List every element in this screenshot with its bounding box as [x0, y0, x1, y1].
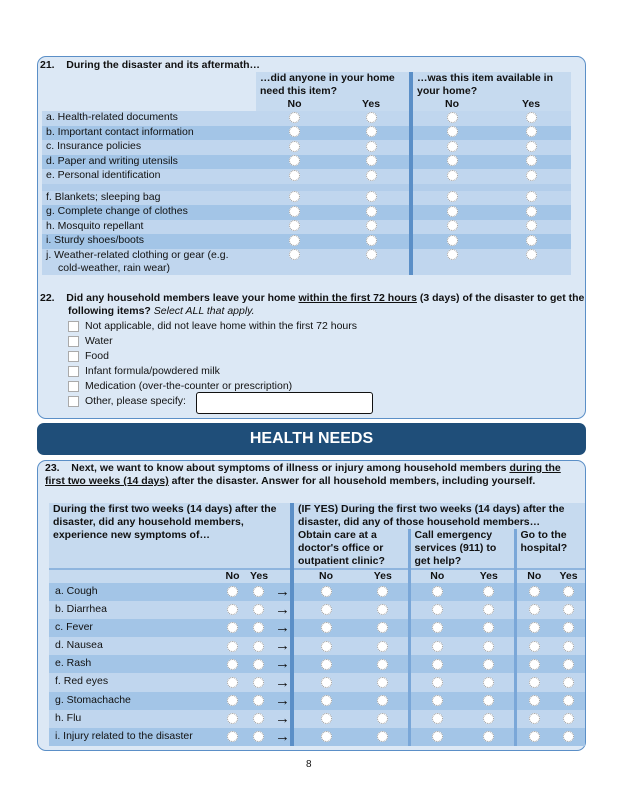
arrow-right-icon: → — [271, 655, 292, 673]
radio-button[interactable] — [253, 586, 264, 597]
radio-button[interactable] — [447, 112, 458, 123]
option-label: Water — [85, 335, 113, 347]
radio-button[interactable] — [227, 731, 238, 742]
item-label: i. Sturdy shoes/boots — [42, 234, 256, 249]
radio-button[interactable] — [227, 677, 238, 688]
radio-button[interactable] — [321, 641, 332, 652]
arrow-right-icon: → — [271, 728, 292, 746]
table-row — [42, 234, 571, 249]
radio-button[interactable] — [321, 604, 332, 615]
checkbox-option[interactable] — [68, 395, 186, 407]
section-banner-health-needs: HEALTH NEEDS — [37, 423, 586, 455]
table-row — [49, 673, 585, 691]
radio-button[interactable] — [366, 249, 377, 260]
checkbox[interactable] — [68, 366, 79, 377]
radio-button[interactable] — [377, 713, 388, 724]
radio-button[interactable] — [447, 141, 458, 152]
col-yes: Yes — [491, 98, 571, 111]
radio-button[interactable] — [253, 604, 264, 615]
table-row — [42, 205, 571, 220]
radio-button[interactable] — [289, 112, 300, 123]
radio-button[interactable] — [483, 641, 494, 652]
q23-table — [49, 503, 585, 746]
col-yes: Yes — [358, 569, 409, 583]
table-row — [49, 601, 585, 619]
option-label: Food — [85, 350, 109, 362]
table-row — [49, 692, 585, 710]
radio-button[interactable] — [483, 604, 494, 615]
q23-sub-doctor: Obtain care at a doctor's office or outpatient clinic? — [294, 529, 409, 569]
radio-button[interactable] — [366, 112, 377, 123]
col-no: No — [411, 98, 491, 111]
q21-table — [42, 72, 571, 275]
checkbox[interactable] — [68, 321, 79, 332]
radio-button[interactable] — [321, 622, 332, 633]
checkbox[interactable] — [68, 351, 79, 362]
radio-button[interactable] — [529, 622, 540, 633]
table-row — [42, 155, 571, 170]
row-separator — [42, 184, 571, 191]
radio-button[interactable] — [253, 695, 264, 706]
col-yes: Yes — [246, 569, 271, 583]
radio-button[interactable] — [432, 677, 443, 688]
radio-button[interactable] — [563, 604, 574, 615]
radio-button[interactable] — [227, 604, 238, 615]
table-row — [49, 637, 585, 655]
option-label: Other, please specify: — [85, 395, 186, 407]
radio-button[interactable] — [432, 604, 443, 615]
table-row — [49, 583, 585, 601]
arrow-right-icon: → — [271, 637, 292, 655]
radio-button[interactable] — [321, 586, 332, 597]
radio-button[interactable] — [366, 235, 377, 246]
radio-button[interactable] — [432, 641, 443, 652]
arrow-right-icon: → — [271, 673, 292, 691]
col-yes: Yes — [464, 569, 515, 583]
col-no: No — [515, 569, 552, 583]
radio-button[interactable] — [377, 695, 388, 706]
col-no: No — [294, 569, 358, 583]
radio-button[interactable] — [289, 249, 300, 260]
option-label: Not applicable, did not leave home within the first 72 hours — [85, 320, 357, 332]
q22-title: 22. Did any household members leave your home within the first 72 hours (3 days) of the disaster to get the following items? Select ALL that apply. — [40, 292, 585, 317]
table-row — [42, 111, 571, 126]
symptom-label: h. Flu — [49, 710, 219, 728]
radio-button[interactable] — [432, 713, 443, 724]
item-label: f. Blankets; sleeping bag — [42, 191, 256, 206]
item-label: g. Complete change of clothes — [42, 205, 256, 220]
radio-button[interactable] — [526, 206, 537, 217]
radio-button[interactable] — [377, 731, 388, 742]
radio-button[interactable] — [526, 126, 537, 137]
radio-button[interactable] — [289, 235, 300, 246]
radio-button[interactable] — [483, 677, 494, 688]
table-row — [49, 710, 585, 728]
q21-col-available: …was this item available in your home? — [411, 72, 571, 98]
radio-button[interactable] — [289, 126, 300, 137]
item-label: h. Mosquito repellant — [42, 220, 256, 235]
radio-button[interactable] — [563, 641, 574, 652]
checkbox-option[interactable] — [68, 380, 292, 392]
col-yes: Yes — [552, 569, 585, 583]
arrow-right-icon: → — [271, 601, 292, 619]
radio-button[interactable] — [321, 713, 332, 724]
symptom-label: e. Rash — [49, 655, 219, 673]
radio-button[interactable] — [377, 659, 388, 670]
radio-button[interactable] — [529, 586, 540, 597]
checkbox[interactable] — [68, 381, 79, 392]
q23-title: 23. Next, we want to know about symptoms of illness or injury among household members during the first two weeks (14 days) after the disaster. Answer for all household members, including yourself. — [45, 462, 561, 487]
radio-button[interactable] — [529, 659, 540, 670]
radio-button[interactable] — [377, 586, 388, 597]
page-number: 8 — [306, 759, 312, 770]
radio-button[interactable] — [253, 677, 264, 688]
table-row — [42, 140, 571, 155]
radio-button[interactable] — [563, 731, 574, 742]
radio-button[interactable] — [321, 695, 332, 706]
radio-button[interactable] — [526, 249, 537, 260]
symptom-label: b. Diarrhea — [49, 601, 219, 619]
radio-button[interactable] — [432, 622, 443, 633]
symptom-label: c. Fever — [49, 619, 219, 637]
radio-button[interactable] — [227, 622, 238, 633]
radio-button[interactable] — [366, 206, 377, 217]
radio-button[interactable] — [227, 641, 238, 652]
radio-button[interactable] — [366, 191, 377, 202]
symptom-label: i. Injury related to the disaster — [49, 728, 219, 746]
radio-button[interactable] — [483, 713, 494, 724]
option-label: Medication (over-the-counter or prescription) — [85, 380, 293, 392]
radio-button[interactable] — [526, 170, 537, 181]
arrow-right-icon: → — [271, 583, 292, 601]
radio-button[interactable] — [447, 235, 458, 246]
radio-button[interactable] — [526, 141, 537, 152]
table-row — [42, 191, 571, 206]
symptom-label: d. Nausea — [49, 637, 219, 655]
radio-button[interactable] — [253, 713, 264, 724]
radio-button[interactable] — [289, 206, 300, 217]
col-no: No — [219, 569, 246, 583]
radio-button[interactable] — [432, 659, 443, 670]
item-label: j. Weather-related clothing or gear (e.g. cold-weather, rain wear) — [42, 249, 256, 275]
radio-button[interactable] — [289, 155, 300, 166]
checkbox-option[interactable] — [68, 365, 220, 377]
radio-button[interactable] — [321, 659, 332, 670]
radio-button[interactable] — [253, 641, 264, 652]
symptom-label: a. Cough — [49, 583, 219, 601]
radio-button[interactable] — [366, 220, 377, 231]
radio-button[interactable] — [227, 586, 238, 597]
q21-col-need: …did anyone in your home need this item? — [256, 72, 411, 98]
item-label: c. Insurance policies — [42, 140, 256, 155]
radio-button[interactable] — [526, 191, 537, 202]
radio-button[interactable] — [377, 604, 388, 615]
radio-button[interactable] — [529, 677, 540, 688]
radio-button[interactable] — [483, 695, 494, 706]
radio-button[interactable] — [447, 170, 458, 181]
table-row — [49, 655, 585, 673]
checkbox[interactable] — [68, 396, 79, 407]
radio-button[interactable] — [529, 713, 540, 724]
radio-button[interactable] — [366, 141, 377, 152]
item-label: b. Important contact information — [42, 126, 256, 141]
radio-button[interactable] — [529, 731, 540, 742]
q23-sub-911: Call emergency services (911) to get help? — [409, 529, 515, 569]
symptom-label: g. Stomachache — [49, 692, 219, 710]
radio-button[interactable] — [447, 155, 458, 166]
radio-button[interactable] — [447, 126, 458, 137]
radio-button[interactable] — [377, 622, 388, 633]
table-row — [42, 249, 571, 275]
radio-button[interactable] — [227, 695, 238, 706]
col-yes: Yes — [333, 98, 411, 111]
radio-button[interactable] — [563, 586, 574, 597]
item-label: a. Health-related documents — [42, 111, 256, 126]
radio-button[interactable] — [447, 191, 458, 202]
table-row — [42, 169, 571, 184]
radio-button[interactable] — [563, 677, 574, 688]
checkbox-option[interactable] — [68, 320, 357, 332]
radio-button[interactable] — [321, 731, 332, 742]
radio-button[interactable] — [529, 695, 540, 706]
radio-button[interactable] — [529, 604, 540, 615]
radio-button[interactable] — [526, 220, 537, 231]
radio-button[interactable] — [447, 206, 458, 217]
radio-button[interactable] — [563, 622, 574, 633]
radio-button[interactable] — [432, 731, 443, 742]
radio-button[interactable] — [321, 677, 332, 688]
other-specify-input[interactable] — [196, 392, 373, 414]
radio-button[interactable] — [289, 220, 300, 231]
radio-button[interactable] — [529, 641, 540, 652]
table-row — [42, 126, 571, 141]
radio-button[interactable] — [289, 170, 300, 181]
radio-button[interactable] — [227, 659, 238, 670]
radio-button[interactable] — [253, 622, 264, 633]
radio-button[interactable] — [366, 126, 377, 137]
radio-button[interactable] — [366, 170, 377, 181]
col-no: No — [256, 98, 333, 111]
radio-button[interactable] — [377, 641, 388, 652]
radio-button[interactable] — [483, 731, 494, 742]
radio-button[interactable] — [289, 191, 300, 202]
radio-button[interactable] — [447, 249, 458, 260]
arrow-right-icon: → — [271, 692, 292, 710]
radio-button[interactable] — [526, 155, 537, 166]
checkbox[interactable] — [68, 336, 79, 347]
radio-button[interactable] — [366, 155, 377, 166]
radio-button[interactable] — [526, 112, 537, 123]
radio-button[interactable] — [483, 659, 494, 670]
radio-button[interactable] — [227, 713, 238, 724]
radio-button[interactable] — [563, 659, 574, 670]
radio-button[interactable] — [432, 695, 443, 706]
radio-button[interactable] — [563, 695, 574, 706]
radio-button[interactable] — [483, 586, 494, 597]
radio-button[interactable] — [526, 235, 537, 246]
table-row — [42, 220, 571, 235]
q21-title: 21. During the disaster and its aftermath… — [40, 59, 260, 71]
arrow-right-icon: → — [271, 710, 292, 728]
radio-button[interactable] — [253, 659, 264, 670]
item-label: d. Paper and writing utensils — [42, 155, 256, 170]
option-label: Infant formula/powdered milk — [85, 365, 220, 377]
radio-button[interactable] — [377, 677, 388, 688]
table-row — [49, 728, 585, 746]
q23-sub-hospital: Go to the hospital? — [515, 529, 585, 569]
radio-button[interactable] — [447, 220, 458, 231]
item-label: e. Personal identification — [42, 169, 256, 184]
radio-button[interactable] — [563, 713, 574, 724]
arrow-right-icon: → — [271, 619, 292, 637]
q23-col-followup: (IF YES) During the first two weeks (14 days) after the disaster, did any of those household members… — [294, 503, 585, 529]
q23-col-symptoms: During the first two weeks (14 days) after the disaster, did any household members, experience new symptoms of… — [49, 503, 292, 569]
radio-button[interactable] — [289, 141, 300, 152]
table-row — [49, 619, 585, 637]
col-no: No — [409, 569, 464, 583]
checkbox-option[interactable] — [68, 350, 109, 362]
radio-button[interactable] — [483, 622, 494, 633]
radio-button[interactable] — [253, 731, 264, 742]
radio-button[interactable] — [432, 586, 443, 597]
symptom-label: f. Red eyes — [49, 673, 219, 691]
checkbox-option[interactable] — [68, 335, 113, 347]
